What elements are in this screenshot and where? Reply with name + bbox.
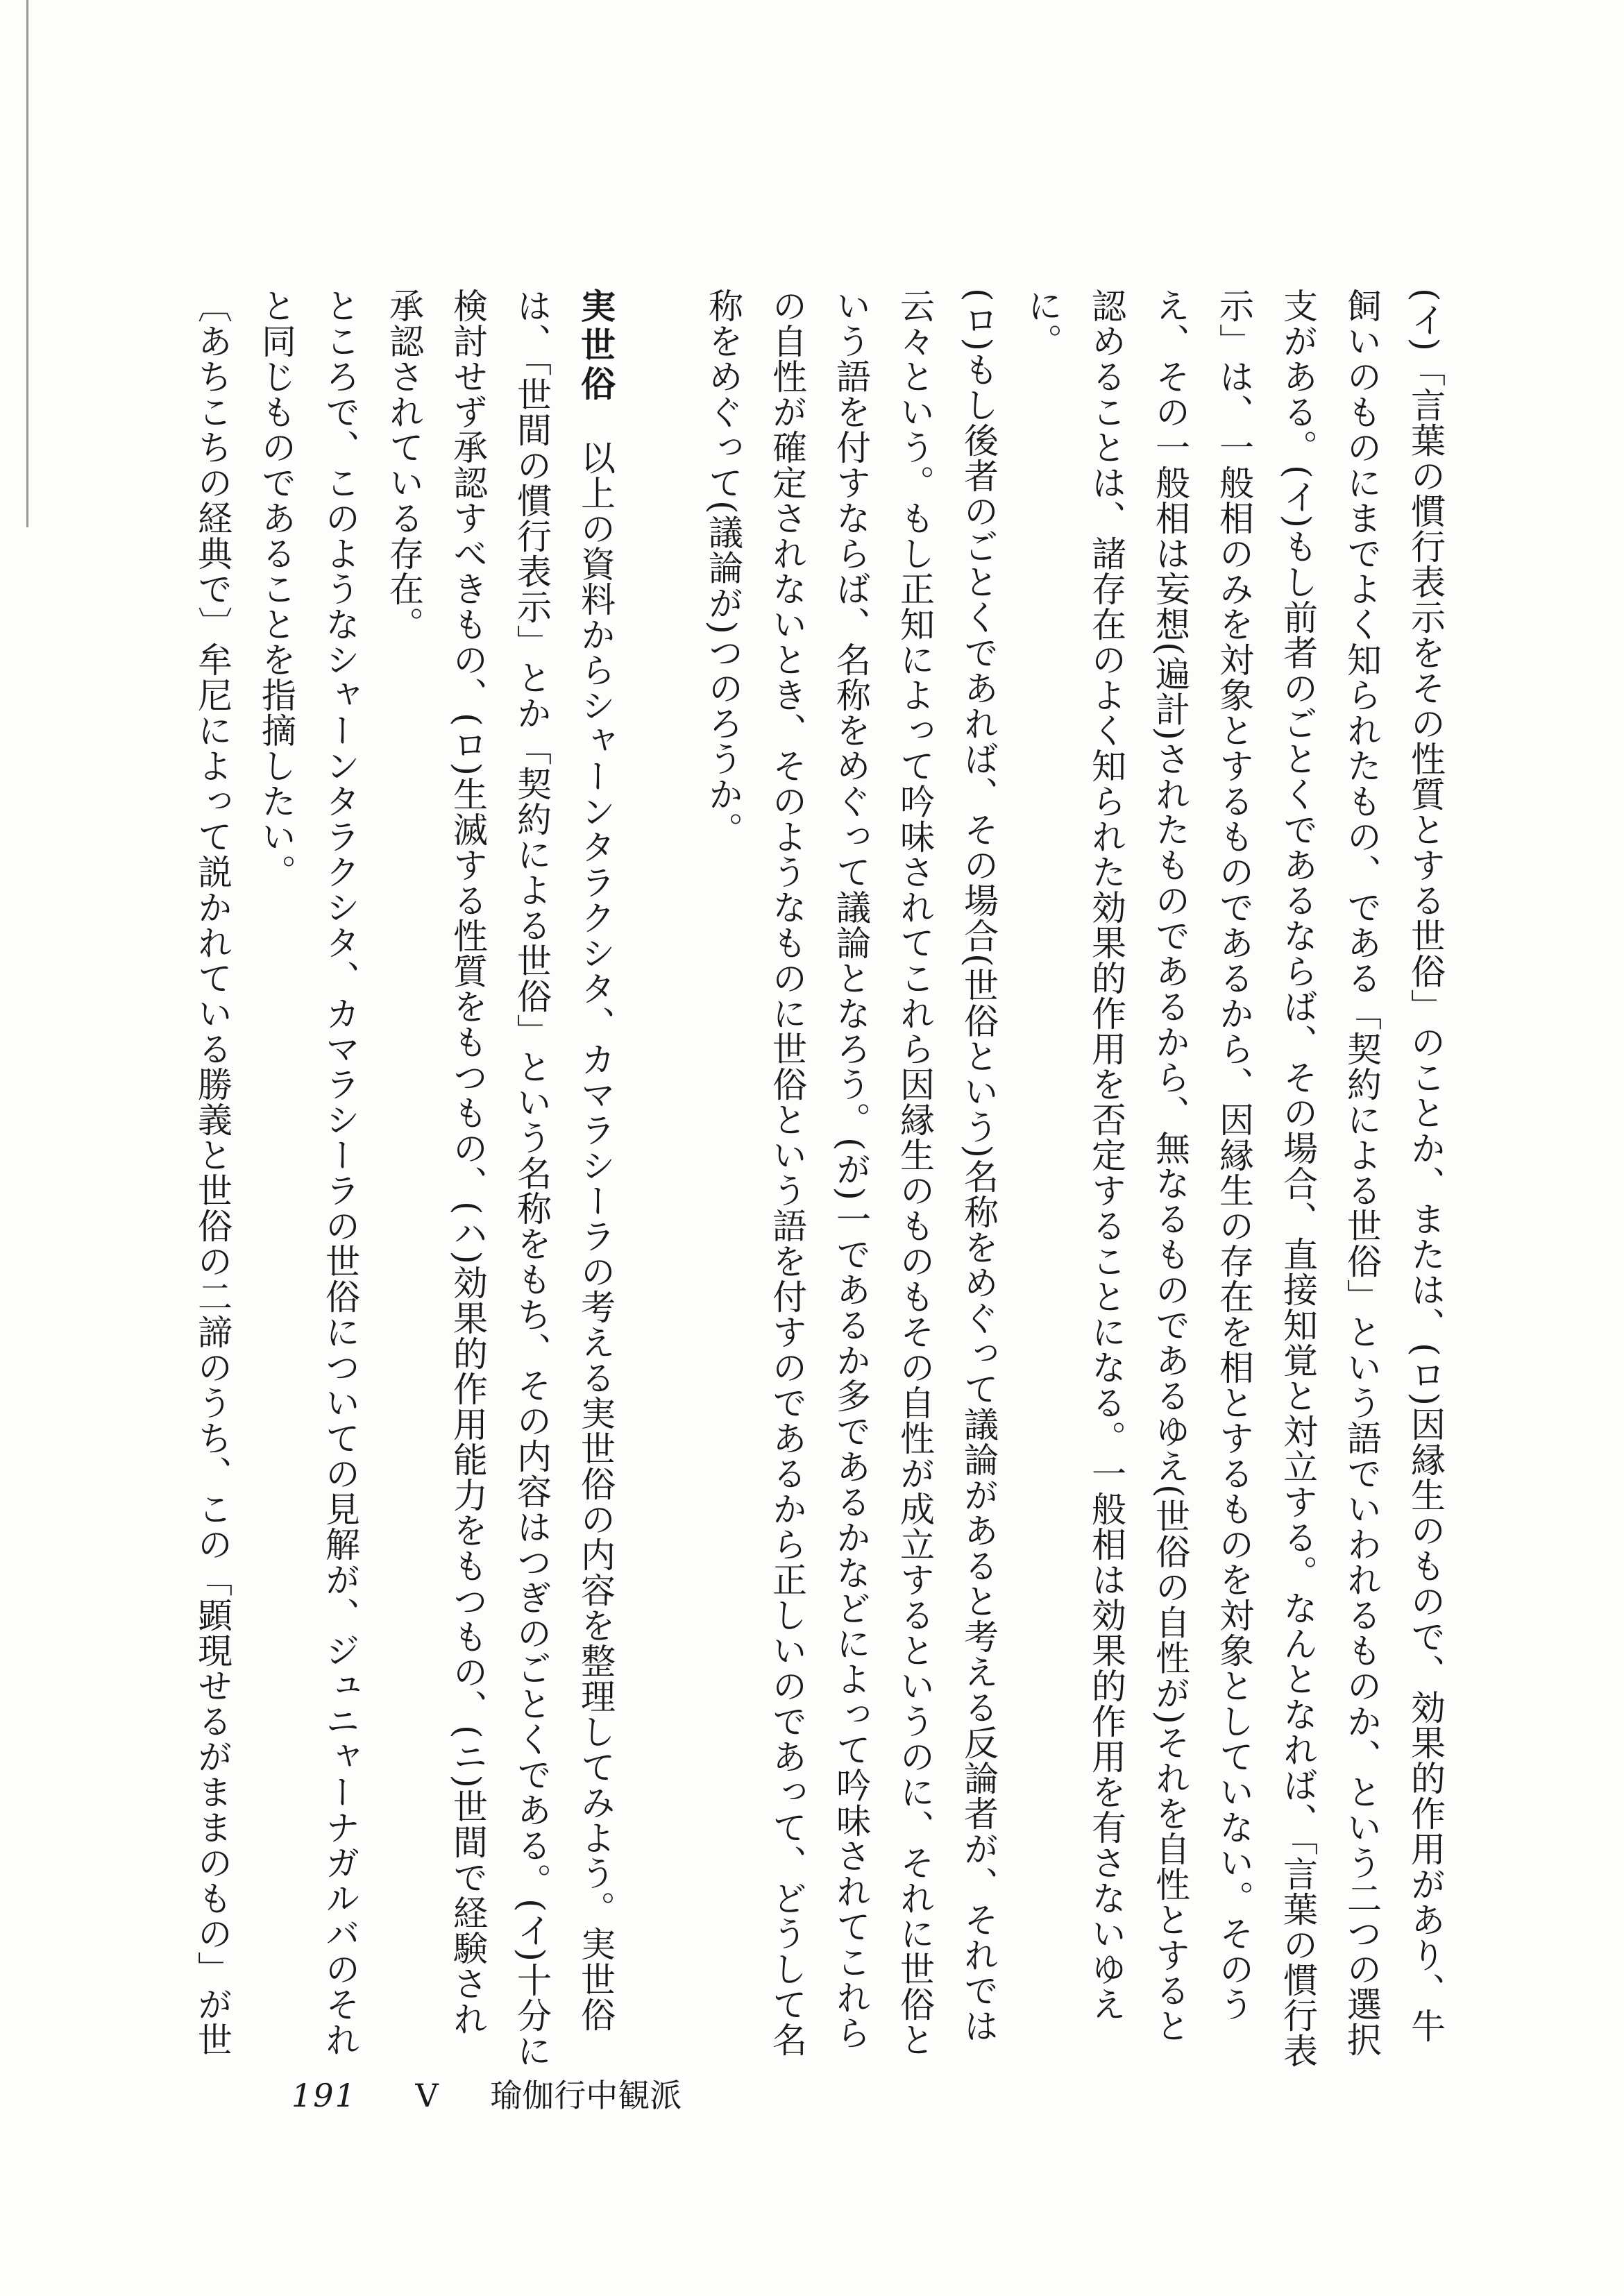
paragraph-5: 〔あちこちの経典で〕牟尼によって説かれている勝義と世俗の二諦のうち、この「顕現せるがままのもの」が世 <box>192 288 232 2057</box>
section-paragraph <box>372 288 627 2071</box>
page-footer <box>291 2068 682 2123</box>
body-text <box>153 288 1457 2071</box>
paragraph-1: (イ)「言葉の慣行表示をその性質とする世俗」のことか、または、(ロ)因縁生のもので、効果的作用があり、牛飼いのものにまでよく知られたもの、である「契約による世俗」という語でいわれるものか、という二つの選択支がある。(イ)もし前者のごとくであるならば、その場合、直接知覚と対立する。なんとなれば、「言葉の慣行表示」は、一般相のみを対象とするものであるから、因縁生の存在を相とするものを対象としていない。そのうえ、その一般相は妄想(遍計)されたものであるから、無なるものであるゆえ(世俗の自性が)それを自性とすると認めることは、諸存在のよく知られた効果的作用を否定することになる。一般相は効果的作用を有さないゆえに。 <box>1022 288 1446 2069</box>
chapter-title: 瑜伽行中観派 <box>490 2077 682 2114</box>
section-heading: 実世俗 <box>575 288 616 405</box>
paragraph-4: ところで、このようなシャーンタラクシタ、カマラシーラの世俗についての見解が、ジュニャーナガルバのそれと同じものであることを指摘したい。 <box>256 288 360 2057</box>
part-number: V <box>415 2077 439 2114</box>
section-body: 以上の資料からシャーンタラクシタ、カマラシーラの考える実世俗の内容を整理してみよう。実世俗は、「世間の慣行表示」とか「契約による世俗」という名称をもち、その内容はつぎのごとくである。(イ)十分に検討せず承認すべきもの、(ロ)生滅する性質をもつもの、(ハ)効果的作用能力をもつもの、(ニ)世間で経験され承認されている存在。 <box>384 288 616 2069</box>
paragraph-2: (ロ)もし後者のごとくであれば、その場合(世俗という)名称をめぐって議論があると考える反論者が、それでは云々という。もし正知によって吟味されてこれら因縁生のものもその自性が成立するというのに、それに世俗という語を付すならば、名称をめぐって議論となろう。(が)一であるか多であるかなどによって吟味されてこれらの自性が確定されないとき、そのようなものに世俗という語を付すのであるから正しいのであって、どうして名称をめぐって(議論が)つのろうか。 <box>703 288 999 2057</box>
margin-line <box>26 0 28 527</box>
page-number: 191 <box>291 2077 357 2114</box>
